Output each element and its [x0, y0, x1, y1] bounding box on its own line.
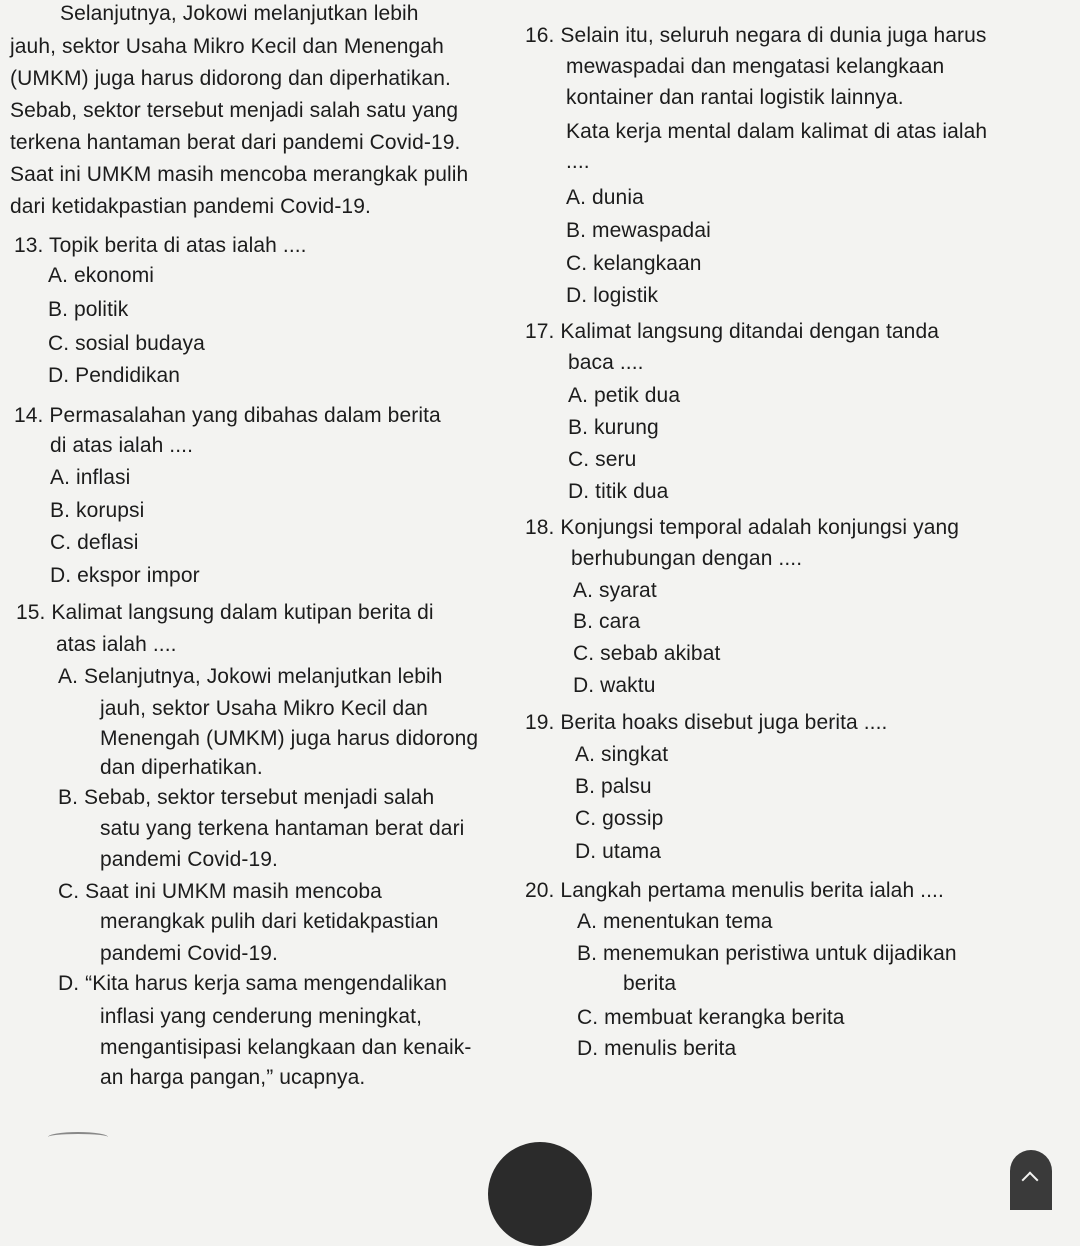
option-b-line: pandemi Covid-19. — [100, 848, 278, 871]
scroll-up-icon[interactable] — [1010, 1150, 1052, 1210]
home-button-overlay[interactable] — [488, 1142, 592, 1246]
option-b[interactable]: B. menemukan peristiwa untuk dijadikan — [577, 942, 957, 965]
question-text: 17. Kalimat langsung ditandai dengan tanda — [525, 320, 940, 343]
option-d[interactable]: D. waktu — [573, 674, 656, 697]
option-a[interactable]: A. singkat — [575, 743, 669, 766]
option-b[interactable]: B. korupsi — [50, 499, 145, 522]
option-c[interactable]: C. seru — [568, 448, 637, 471]
passage-line: Sebab, sektor tersebut menjadi salah satu yang — [10, 99, 459, 122]
option-a[interactable]: A. menentukan tema — [577, 910, 773, 933]
question-text: 19. Berita hoaks disebut juga berita .... — [525, 711, 888, 734]
question-text: 13. Topik berita di atas ialah .... — [14, 234, 307, 257]
option-d[interactable]: D. ekspor impor — [50, 564, 200, 587]
option-a[interactable]: A. ekonomi — [48, 264, 155, 287]
option-d[interactable]: D. titik dua — [568, 480, 669, 503]
question-text: mewaspadai dan mengatasi kelangkaan — [566, 55, 945, 78]
option-d-line: inflasi yang cenderung meningkat, — [100, 1005, 423, 1028]
option-d-line: an harga pangan,” ucapnya. — [100, 1066, 366, 1089]
question-text: atas ialah .... — [56, 633, 177, 656]
option-d[interactable]: D. utama — [575, 840, 661, 863]
option-a[interactable]: A. dunia — [566, 186, 644, 209]
option-c[interactable]: C. membuat kerangka berita — [577, 1006, 845, 1029]
option-b[interactable]: B. mewaspadai — [566, 219, 711, 242]
option-c[interactable]: C. sebab akibat — [573, 642, 721, 665]
option-c-line: merangkak pulih dari ketidakpastian — [100, 910, 439, 933]
question-text: 14. Permasalahan yang dibahas dalam berita — [14, 404, 441, 427]
option-c[interactable]: C. gossip — [575, 807, 664, 830]
option-d[interactable]: D. logistik — [566, 284, 659, 307]
option-b[interactable]: B. kurung — [568, 416, 659, 439]
passage-line: dari ketidakpastian pandemi Covid-19. — [10, 195, 371, 218]
option-a-line: Menengah (UMKM) juga harus didorong — [100, 727, 479, 750]
passage-line: jauh, sektor Usaha Mikro Kecil dan Menengah — [10, 35, 444, 58]
option-a[interactable]: A. petik dua — [568, 384, 681, 407]
option-a-line: dan diperhatikan. — [100, 756, 263, 779]
option-d[interactable]: D. menulis berita — [577, 1037, 737, 1060]
option-c[interactable]: C. sosial budaya — [48, 332, 205, 355]
option-b-line: satu yang terkena hantaman berat dari — [100, 817, 465, 840]
option-b[interactable]: B. politik — [48, 298, 129, 321]
question-text: 15. Kalimat langsung dalam kutipan berita di — [16, 601, 434, 624]
option-b[interactable]: B. palsu — [575, 775, 652, 798]
option-d[interactable]: D. Pendidikan — [48, 364, 181, 387]
passage-line: Saat ini UMKM masih mencoba merangkak pulih — [10, 163, 469, 186]
question-text: baca .... — [568, 351, 644, 374]
question-prompt: Kata kerja mental dalam kalimat di atas ialah — [566, 120, 988, 143]
option-a[interactable]: A. Selanjutnya, Jokowi melanjutkan lebih — [58, 665, 443, 688]
question-text: 20. Langkah pertama menulis berita ialah .... — [525, 879, 944, 902]
question-text: 16. Selain itu, seluruh negara di dunia juga harus — [525, 24, 987, 47]
option-c-line: pandemi Covid-19. — [100, 942, 278, 965]
question-prompt: .... — [566, 150, 590, 173]
question-text: di atas ialah .... — [50, 434, 194, 457]
option-c[interactable]: C. deflasi — [50, 531, 139, 554]
question-text: 18. Konjungsi temporal adalah konjungsi yang — [525, 516, 960, 539]
question-text: kontainer dan rantai logistik lainnya. — [566, 86, 904, 109]
scan-smudge — [48, 1132, 108, 1142]
passage-line: terkena hantaman berat dari pandemi Covid-19. — [10, 131, 461, 154]
option-b-line: berita — [623, 972, 677, 995]
option-b[interactable]: B. cara — [573, 610, 641, 633]
option-d-line: mengantisipasi kelangkaan dan kenaik- — [100, 1036, 472, 1059]
passage-line: Selanjutnya, Jokowi melanjutkan lebih — [60, 2, 419, 25]
option-d[interactable]: D. “Kita harus kerja sama mengendalikan — [58, 972, 448, 995]
question-text: berhubungan dengan .... — [571, 547, 803, 570]
option-a[interactable]: A. syarat — [573, 579, 657, 602]
option-a-line: jauh, sektor Usaha Mikro Kecil dan — [100, 697, 428, 720]
option-b[interactable]: B. Sebab, sektor tersebut menjadi salah — [58, 786, 435, 809]
passage-line: (UMKM) juga harus didorong dan diperhatikan. — [10, 67, 451, 90]
option-c[interactable]: C. kelangkaan — [566, 252, 702, 275]
option-c[interactable]: C. Saat ini UMKM masih mencoba — [58, 880, 382, 903]
option-a[interactable]: A. inflasi — [50, 466, 131, 489]
